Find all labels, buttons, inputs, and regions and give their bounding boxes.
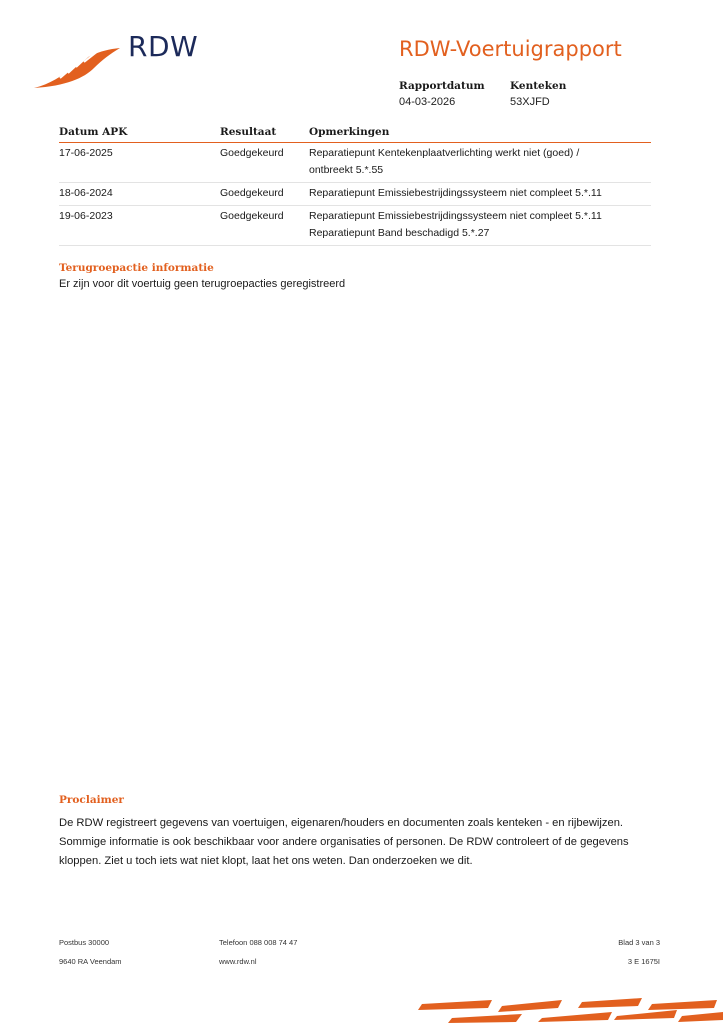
footer-postbus: Postbus 30000 — [59, 938, 110, 947]
footer-document-code: 3 E 1675I — [627, 957, 660, 966]
remark-line: ontbreekt 5.*.55 — [309, 164, 384, 176]
proclaimer-text — [59, 814, 659, 871]
apk-table-header — [59, 126, 651, 143]
footer-website: www.rdw.nl — [219, 957, 257, 966]
apk-remarks — [309, 208, 651, 242]
apk-date: 19-06-2023 — [59, 210, 113, 222]
apk-table — [59, 126, 651, 246]
remark-line: Reparatiepunt Emissiebestrijdingssysteem niet compleet 5.*.11 — [309, 210, 602, 222]
recall-section-title: Terugroepactie informatie — [59, 262, 214, 274]
column-header-date: Datum APK — [59, 126, 128, 138]
apk-date: 17-06-2025 — [59, 147, 113, 159]
proclaimer-line: Sommige informatie is ook beschikbaar voor andere organisaties of personen. De RDW controleert of de gegevens — [59, 836, 629, 848]
plate-value: 53XJFD — [510, 96, 550, 108]
proclaimer-line: kloppen. Ziet u toch iets wat niet klopt, laat het ons weten. Dan onderzoeken we dit. — [59, 855, 473, 867]
apk-date: 18-06-2024 — [59, 187, 113, 199]
column-header-result: Resultaat — [220, 126, 277, 138]
proclaimer-line: De RDW registreert gegevens van voertuigen, eigenaren/houders en documenten zoals kenteken - en rijbewijzen. — [59, 817, 624, 829]
apk-result: Goedgekeurd — [220, 147, 284, 159]
apk-remarks — [309, 145, 651, 179]
report-date-label: Rapportdatum — [399, 80, 485, 92]
report-date-value: 04-03-2026 — [399, 96, 456, 108]
proclaimer-title: Proclaimer — [59, 794, 124, 806]
decorative-stripes-icon — [412, 992, 723, 1024]
recall-text: Er zijn voor dit voertuig geen terugroepacties geregistreerd — [59, 278, 346, 290]
document-title: RDW-Voertuigrapport — [399, 37, 622, 61]
footer-phone: Telefoon 088 008 74 47 — [219, 938, 298, 947]
plate-label: Kenteken — [510, 80, 567, 92]
logo-text: RDW — [128, 30, 199, 63]
remark-line: Reparatiepunt Emissiebestrijdingssysteem niet compleet 5.*.11 — [309, 187, 602, 199]
footer-page-number: Blad 3 van 3 — [618, 938, 660, 947]
footer-address: 9640 RA Veendam — [59, 957, 122, 966]
apk-remarks — [309, 185, 651, 202]
apk-result: Goedgekeurd — [220, 210, 284, 222]
column-header-remarks: Opmerkingen — [309, 126, 390, 138]
table-row — [59, 143, 651, 183]
remark-line: Reparatiepunt Kentekenplaatverlichting werkt niet (goed) / — [309, 147, 580, 159]
table-row — [59, 206, 651, 246]
table-row — [59, 183, 651, 206]
remark-line: Reparatiepunt Band beschadigd 5.*.27 — [309, 227, 490, 239]
apk-result: Goedgekeurd — [220, 187, 284, 199]
rdw-logo-icon — [32, 40, 122, 92]
